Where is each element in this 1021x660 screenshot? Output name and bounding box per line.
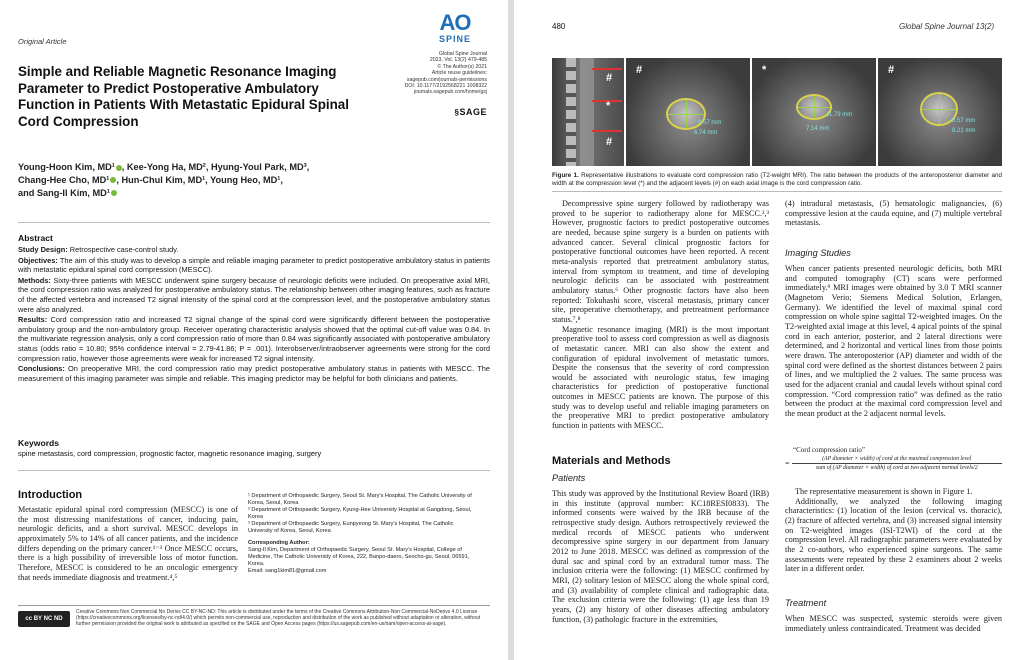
abstract-body: Study Design: Retrospective case-control study. Objectives: The aim of this study was to develop a simple and reliable imaging parameter to predict postoperative ambulatory status in patients with metastatic epidural spinal cord compression (MESCC). Methods: Sixty-three patients with MESCC underwent spine surgery because of neurologic deficits were included. On preoperative axial MRI, the cord compression ratio was analyzed for postoperative ambulatory status. The relationship between other imaging features, such as fracture of the affected vertebra and increased T2 signal intensity of the spinal cord at the compression level, and the postoperative ambulatory status were also analyzed. Results: Cord compression ratio and increased T2 signal change of the spinal cord were significantly different between the postoperative ambulatory group and the non-ambulatory group. Receiver operating characteristic analysis showed that the optimal cut-off value was 0.84. In the multivariate regression analysis, only a cord compression ratio of more than 0.84 was significantly associated with postoperative ambulatory status (odds ratio = 10.80; 95% confidence interval = 2.79-41.86; P = .001). Interobserver/intraobserver agreements were strong for the cord compression ratio, however those agreements were weak for increased T2 signal intensity. Conclusions: On preoperative MRI, the cord compression ratio may predict postoperative ambulatory status in patients with MESCC. The measurement of this imaging parameter was simple and reliable. This imaging predictor may be helpful for both clinicians and patients.: [18, 245, 490, 383]
mri-axial-panel-1: # 8.57 mm 6.74 mm: [626, 58, 750, 166]
divider: [18, 605, 490, 606]
mri-sagittal-panel: # * #: [552, 58, 624, 166]
figure-caption: Figure 1. Representative illustrations to evaluate cord compression ratio (T2-weight MRI). The ratio between the products of the anteroposterior diameter and width at the compression level (*) and the adjacent levels (#) on each axial image is the cord compression ratio.: [552, 172, 1002, 187]
imaging-studies-text: When cancer patients presented neurologic deficits, both MRI and computed tomography (CT) scans were performed immediately.⁹ MRI images were obtained by 3.0 T MRI scanner (Magnetom Verio; Siemens Medical Solution, Erlangen, Germany). We identified the level of maximal spinal cord compression on whole spine sagittal T2-weighted images. On the T2-weighted axial image at this level, 4 apical points of the spinal cord in each anterior, posterior, and 2 lateral directions were determined, and 2 horizontal and vertical lines from those points were drawn. The anteroposterior (AP) diameter and width of the spinal cord were defined as the shortest distances between 2 pairs of lines, and we multiplied the 2 values. The same process was used for the adjacent cranial and caudal levels without spinal cord compression. “Cord compression ratio” was defined as the ratio between the product at the maximal cord compression level and the mean product at the 2 adjacent normal levels.: [785, 264, 1002, 418]
body-left-column: Decompressive spine surgery followed by radiotherapy was proved to be superior to radiotherapy alone for MESCC.²,³ However, prognostic factors to predict postoperative outcomes are needed, because spine surgery is a burden on patients with advanced cancer. Several clinical prognostic factors for postoperative functional outcomes have been reported. A recent meta-analysis reported that pretreatment ambulatory status, interval from symptom to treatment, and time of developing neurologic deficits can be associated with posttreatment ambulatory status.⁶ Other prognostic factors have also been reported: Tokuhashi score, visceral metastasis, primary cancer site, preoperative chemotherapy, and pretreatment performance status.⁷,⁸ Magnetic resonance imaging (MRI) is the most important preoperative tool to assess cord compression as well as diagnosis of metastatic cancer. MRI can also show the extent and configuration of epidural involvement of metastatic tumors. Despite the consensus that the severity of cord compression would be associated with neurologic status, few imaging characteristics for prediction of postoperative functional outcomes in MESCC patients are known. The purpose of this study was to develop useful and reliable imaging parameters on the preoperative MRI to predict postoperative ambulatory function in patients with MESCC.: [552, 199, 769, 431]
introduction-text: Metastatic epidural spinal cord compression (MESCC) is one of the most distressing manifestations of cancer, inducing pain, neurologic deficits, and a short survival. MESCC develops in approximately 5% to 14% of all cancer patients, and the incidence differs depending on the primary cancer.¹⁻³ Once MESCC occurs, there is a high possibility of irreversible loss of motor function. Therefore, MESCC is considered to be an oncologic emergency that needs immediate diagnosis and treatment.⁴,⁵: [18, 505, 238, 582]
author-list: Young-Hoon Kim, MD¹ , Kee-Yong Ha, MD², Hyung-Youl Park, MD³, Chang-Hee Cho, MD¹ , Hun-Chul Kim, MD¹, Young Heo, MD¹, and Sang-Il Kim, MD¹: [18, 162, 310, 198]
page-left: [0, 0, 508, 660]
divider: [18, 222, 490, 223]
patients-text: This study was approved by the Institutional Review Board (IRB) in this institute (approval number: KC18RESI0833). The informed consents were waived by the IRB because of the retrospective study design. Authors retrospectively reviewed the medical records of MESCC patients who underwent decompressive spine surgery in our department from January 2012 to June 2018. MESCC was defined as compression of the dural sac and spinal cord by an extradural tumor mass. The inclusion criteria were the following: (1) MESCC confirmed by MRI, (2) solitary lesion of MESCC along the whole spinal cord, and (3) availability of complete clinical and radiographic data. The exclusion criteria were the following: (1) age less than 19 years, (2) any history of other diseases affecting ambulatory function, (3) pathologic fracture in the extremities,: [552, 489, 769, 624]
sage-logo: §SAGE: [454, 107, 487, 117]
page-right: [514, 0, 1021, 660]
page-number: 480: [552, 22, 566, 31]
introduction-heading: Introduction: [18, 489, 83, 501]
article-title: Simple and Reliable Magnetic Resonance Imaging Parameter to Predict Postoperative Ambulatory Function in Patients With Metastatic Epidural Spinal Cord Compression: [18, 64, 349, 129]
cc-license-badge: cc BY NC ND: [18, 611, 70, 627]
mri-axial-panel-2: * 11.79 mm 7.14 mm: [752, 58, 876, 166]
materials-methods-heading: Materials and Methods: [552, 455, 671, 467]
exclusion-continued: (4) intradural metastasis, (5) hematologic malignancies, (6) compressive lesion at the cauda equine, and (7) multiple vertebral metastasis.: [785, 199, 1002, 228]
treatment-text: When MESCC was suspected, systemic steroids were given immediately unless contraindicated. Treatment was decided: [785, 614, 1002, 633]
divider: [18, 470, 490, 471]
formula: “Cord compression ratio” = (AP diameter × width) of cord at the maximal compression level sum of (AP diameter × width) of cord at two adjacent normal levels/2: [785, 446, 1002, 471]
keywords-heading: Keywords: [18, 438, 60, 448]
running-head: Global Spine Journal 13(2): [899, 22, 995, 31]
patients-heading: Patients: [552, 473, 586, 483]
journal-info: Global Spine Journal 2023, Vol. 13(2) 479-485 © The Author(s) 2021 Article reuse guidelines: sagepub.com/journals-permissions DOI: 10.1177/2192568221 1008322 journals.sagepub.com/home/gsj: [404, 51, 487, 96]
license-text: Creative Commons Non Commercial No Derivs CC BY-NC-ND: This article is distributed under the terms of the Creative Commons Attribution-Non Commercial-NoDerivs 4.0 License (https://creativecommons.org/licenses/by-nc-nd/4.0/) which permits non-commercial use, reproduction and distribution of the work as published without adaptation or alteration, without further permission provided the original work is attributed as specified on the SAGE and Open Access pages (https://us.sagepub.com/en-us/nam/open-access-at-sage).: [76, 609, 481, 628]
divider: [552, 191, 1002, 192]
imaging-studies-continued: The representative measurement is shown in Figure 1. Additionally, we analyzed the following imaging characteristics: (1) location of the lesion (cervical vs. thoracic), (2) fracture of affected vertebra, and (3) increased signal intensity on T2-weighted images (ISI-T2WI) of the cord at the compression level. All radiographic parameters were evaluated by the 2 co-authors, who experienced spine surgeons. The same assessments were repeated by these 2 examiners about 2 weeks later in a different order.: [785, 487, 1002, 574]
abstract-heading: Abstract: [18, 233, 53, 243]
article-type: Original Article: [18, 37, 67, 46]
ao-spine-logo: AO SPINE: [438, 10, 471, 44]
mri-axial-panel-3: # 8.57 mm 8.21 mm: [878, 58, 1002, 166]
imaging-studies-heading: Imaging Studies: [785, 248, 851, 258]
orcid-icon[interactable]: [111, 190, 117, 196]
treatment-heading: Treatment: [785, 598, 827, 608]
keywords: spine metastasis, cord compression, prognostic factor, magnetic resonance imaging, surgery: [18, 449, 322, 458]
affiliations: ¹ Department of Orthopaedic Surgery, Seoul St. Mary's Hospital, The Catholic University of Korea, Seoul, Korea ² Department of Orthopaedic Surgery, Kyung-Hee University Hospital at Gangdong, Seoul, Korea ³ Department of Orthopaedic Surgery, Eunpyeong St. Mary's Hospital, The Catholic University of Korea, Seoul, Korea Corresponding Author: Sang-Il Kim, Department of Orthopaedic Surgery, Seoul St. Mary's Hospital, College of Medicine, The Catholic University of Korea, 222, Banpo-daero, Seocho-gu, Seoul, 06591, Korea. Email: sang1kim81@gmail.com: [248, 493, 472, 574]
